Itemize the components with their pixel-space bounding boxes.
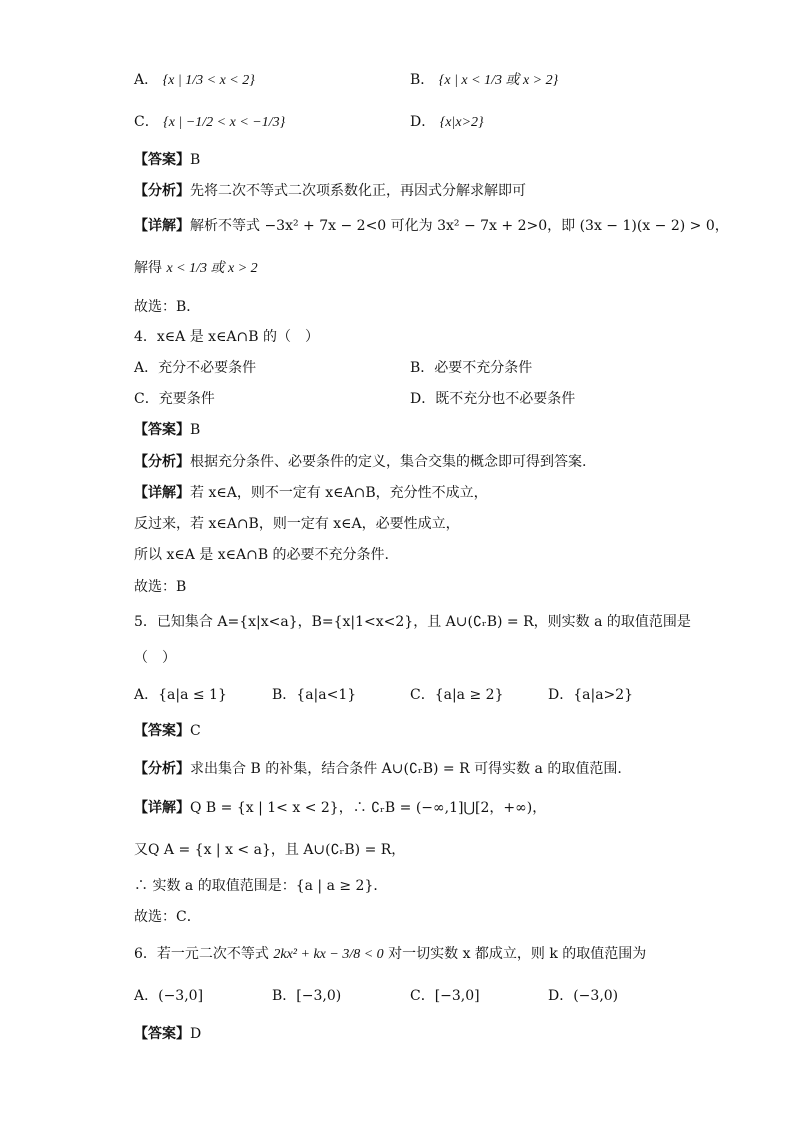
q4-detail (134, 483, 488, 503)
answer-value: C (190, 723, 201, 739)
q4-option-d (410, 389, 575, 409)
detail-text: 若 x∈A，则不一定有 x∈A∩B，充分性不成立， (190, 485, 488, 501)
q6-answer (134, 1024, 201, 1044)
q4-stem (134, 327, 319, 347)
q5-detail-line3 (134, 876, 387, 896)
q3-analysis (134, 181, 526, 201)
answer-tag: 【答案】 (134, 1026, 190, 1042)
option-math: {x | 1/3 < x < 2} (162, 73, 255, 88)
detail-tag: 【详解】 (134, 485, 190, 501)
detail-prefix: 解得 (134, 260, 162, 276)
option-label: A． (134, 72, 159, 88)
q3-option-a (134, 70, 255, 91)
option-math: {x | −1/2 < x < −1/3} (163, 115, 286, 130)
choose-text: 故选：B (134, 579, 187, 595)
analysis-text: 求出集合 B 的补集，结合条件 A∪(∁ᵣB) = R 可得实数 a 的取值范围. (190, 761, 622, 777)
detail-text: 解析不等式 −3x² + 7x − 2<0 可化为 3x² − 7x + 2>0，即 (3x − 1)(x − 2) > 0， (190, 218, 729, 234)
option-text: D．{a|a>2} (548, 687, 634, 703)
option-text: B．必要不充分条件 (410, 360, 533, 376)
answer-tag: 【答案】 (134, 152, 190, 168)
question-math: 2kx² + kx − 3/8 < 0 (273, 947, 384, 962)
q3-option-d (410, 112, 484, 133)
q3-option-b (410, 70, 558, 91)
option-math: {x|x>2} (439, 115, 484, 130)
option-text: A．(−3,0] (134, 988, 204, 1004)
q3-answer (134, 150, 200, 170)
analysis-tag: 【分析】 (134, 454, 190, 470)
choose-text: 故选：B． (134, 299, 201, 315)
q5-choose (134, 907, 201, 927)
q5-analysis (134, 759, 622, 779)
detail-math: x < 1/3 或 x > 2 (166, 261, 258, 276)
q6-option-d (548, 986, 618, 1006)
q4-option-c (134, 389, 215, 409)
q3-detail (134, 216, 729, 236)
q3-option-c (134, 112, 285, 133)
q5-detail (134, 798, 546, 818)
option-text: C．[−3,0] (410, 988, 480, 1004)
q5-option-b (272, 685, 356, 705)
detail-text: 反过来，若 x∈A∩B，则一定有 x∈A，必要性成立， (134, 516, 460, 532)
option-text: C．充要条件 (134, 391, 215, 407)
detail-text: Q B = {x | 1< x < 2}，∴ ∁ᵣB = (−∞,1]⋃[2，+∞)， (190, 800, 547, 816)
q5-option-a (134, 685, 227, 705)
analysis-tag: 【分析】 (134, 183, 190, 199)
analysis-text: 先将二次不等式二次项系数化正，再因式分解求解即可 (190, 183, 526, 199)
question-stem: 4．x∈A 是 x∈A∩B 的（ ） (134, 329, 320, 345)
detail-tag: 【详解】 (134, 800, 190, 816)
option-text: C．{a|a ≥ 2} (410, 687, 504, 703)
detail-text: 所以 x∈A 是 x∈A∩B 的必要不充分条件. (134, 547, 390, 563)
question-paren: （ ） (134, 650, 176, 666)
q4-option-a (134, 358, 256, 378)
detail-text: 又Q A = {x | x < a}，且 A∪(∁ᵣB) = R， (134, 842, 406, 858)
q6-option-b (272, 986, 341, 1006)
answer-value: B (190, 422, 201, 438)
question-stem-prefix: 6．若一元二次不等式 (134, 946, 269, 962)
option-label: D． (410, 114, 436, 130)
option-text: B．[−3,0) (272, 988, 342, 1004)
q4-option-b (410, 358, 532, 378)
option-label: C． (134, 114, 159, 130)
choose-text: 故选：C． (134, 909, 201, 925)
q3-choose (134, 297, 200, 317)
analysis-text: 根据充分条件、必要条件的定义，集合交集的概念即可得到答案. (190, 454, 587, 470)
analysis-tag: 【分析】 (134, 761, 190, 777)
q5-option-c (410, 685, 503, 705)
q4-detail-line2 (134, 514, 460, 534)
answer-value: D (190, 1026, 202, 1042)
question-stem-suffix: 对一切实数 x 都成立，则 k 的取值范围为 (388, 946, 647, 962)
q6-option-c (410, 986, 480, 1006)
option-text: B．{a|a<1} (272, 687, 357, 703)
q4-choose (134, 577, 186, 597)
detail-text: ∴ 实数 a 的取值范围是：{a | a ≥ 2}． (134, 878, 388, 894)
answer-tag: 【答案】 (134, 723, 190, 739)
question-stem: 5．已知集合 A={x|x<a}，B={x|1<x<2}，且 A∪(∁ᵣB) = R，则实数 a 的取值范围是 (134, 614, 691, 630)
q6-stem (134, 944, 646, 965)
option-text: A．充分不必要条件 (134, 360, 257, 376)
option-text: A．{a|a ≤ 1} (134, 687, 227, 703)
q5-detail-line2 (134, 840, 405, 860)
q5-option-d (548, 685, 633, 705)
option-math: {x | x < 1/3 或 x > 2} (438, 73, 559, 88)
q4-detail-line3 (134, 545, 389, 565)
q3-detail-line2 (134, 258, 258, 279)
q4-answer (134, 420, 200, 440)
answer-tag: 【答案】 (134, 422, 190, 438)
q6-option-a (134, 986, 203, 1006)
q5-stem-paren (134, 648, 176, 668)
option-text: D．既不充分也不必要条件 (410, 391, 576, 407)
answer-value: B (190, 152, 201, 168)
q5-stem (134, 612, 691, 632)
option-label: B． (410, 72, 435, 88)
detail-tag: 【详解】 (134, 218, 190, 234)
option-text: D．(−3,0) (548, 988, 619, 1004)
q5-answer (134, 721, 201, 741)
q4-analysis (134, 452, 586, 472)
